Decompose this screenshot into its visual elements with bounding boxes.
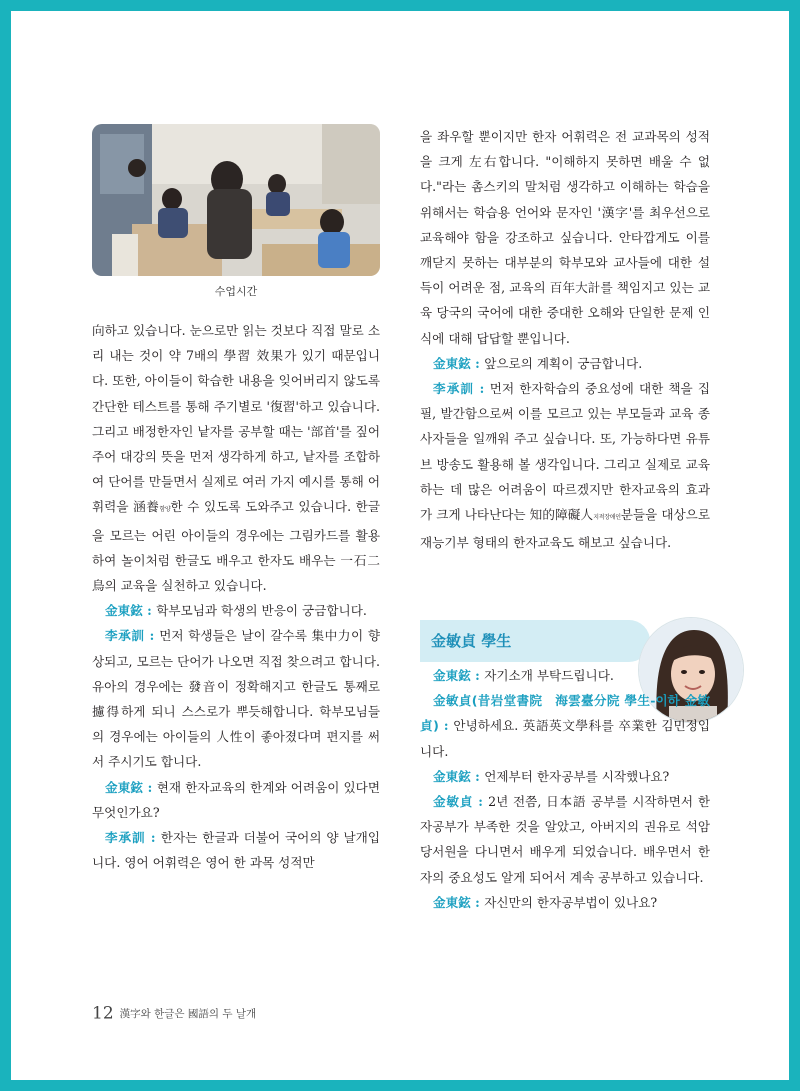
classroom-photo [92,124,380,276]
qa-item: 李承訓 : 한자는 한글과 더불어 국어의 양 날개입니다. 영어 어휘력은 영어 한 과목 성적만 [92,830,381,871]
qa-item: 金敏貞(昔岩堂書院 海雲臺分院 學生-이하 金敏貞) : 안녕하세요. 英語英文學科를 卒業한 김민정입니다. [420,693,710,759]
qa-item: 金東鉉 : 자신만의 한자공부법이 있나요? [433,894,658,910]
speaker-label: 李承訓 [105,830,146,846]
speaker-label: 金東鉉 [433,355,471,371]
qa-item: 李承訓 : 먼저 한자학습의 중요성에 대한 책을 집필, 발간함으로써 이를 모르고 있는 부모들과 교육 종사자들을 일깨워 주고 싶습니다. 또, 가능하다면 유튜브 방송도 활용해 볼 생각입니다. 그리고 실제로 교육하는 데 많은 어려움이 따르겠지만 한자교육의 효과가 크게 나타난다는 知的障礙人지적장애인분들을 대상으로 재능기부 형태의 한자교육도 해보고 싶습니다. [420,381,711,551]
left-column [92,318,380,875]
photo-caption: 수업시간 [214,285,258,298]
qa-item: 金東鉉 : 학부모님과 학생의 반응이 궁금합니다. [105,603,367,619]
speaker-label: 金敏貞 [433,794,474,810]
footer-title: 漢字와 한글은 國語의 두 날개 [119,1008,257,1020]
speaker-label: 金東鉉 [433,668,471,683]
profile-title: 金敏貞 學生 [431,632,512,650]
qa-item: 金東鉉 : 현재 한자교육의 한계와 어려움이 있다면 무엇인가요? [92,779,381,820]
qa-item: 金東鉉 : 앞으로의 계획이 궁금합니다. [433,355,643,371]
speaker-label: 李承訓 [433,381,475,397]
speaker-label: 李承訓 [105,628,145,644]
qa-item: 李承訓 : 먼저 학생들은 날이 갈수록 集中力이 향상되고, 모르는 단어가 나오면 직접 찾으려고 합니다. 유아의 경우에는 發音이 정확해지고 한글도 통째로 攄得하게 되니 스스로가 뿌듯해합니다. 학부모님들의 경우에는 아이들의 人性이 좋아졌다며 편지를 써서 주시기도 합니다. [92,628,380,770]
qa-item: 金敏貞 : 2년 전쯤, 日本語 공부를 시작하면서 한자공부가 부족한 것을 알았고, 아버지의 권유로 석암당서원을 다니면서 배우게 되었습니다. 배우면서 한자의 중요성도 알게 되어서 계속 공부하고 있습니다. [420,794,711,885]
speaker-label: 金東鉉 [105,603,143,619]
speaker-label: 金東鉉 [433,894,471,910]
speaker-label: 金東鉉 [105,779,144,795]
speaker-label: 金敏貞(昔岩堂書院 海雲臺分院 學生-이하 金敏貞) [420,693,710,734]
qa-item: 金東鉉 : 언제부터 한자공부를 시작했나요? [433,768,670,784]
qa-item: 金東鉉 : 자기소개 부탁드립니다. [433,668,614,683]
speaker-label: 金東鉉 [433,768,471,784]
right-paragraph: 을 좌우할 뿐이지만 한자 어휘력은 전 교과목의 성적을 크게 左右합니다. "이해하지 못하면 배울 수 없다."라는 촘스키의 말처럼 생각하고 이해하는 학습을 위해서는 학습용 언어와 문자인 '漢字'를 최우선으로 교육해야 함을 강조하고 싶습니다. 안타깝게도 이를 깨닫지 못하는 대부분의 학부모와 교사들에 대한 설득이 어려운 점, 교육의 百年大計를 책임지고 있는 교육 당국의 국어에 대한 중대한 오해와 단일한 문제 인식에 대해 답답할 뿐입니다. [420,129,710,346]
page-number: 12 [92,1003,114,1024]
left-paragraph: 向하고 있습니다. 눈으로만 읽는 것보다 직접 말로 소리 내는 것이 약 7배의 學習 效果가 있기 때문입니다. 또한, 아이들이 학습한 내용을 잊어버리지 않도록 간단한 테스트를 통해 주기별로 '復習'하고 있습니다. 그리고 배정한자인 낱자를 공부할 때는 '部首'를 짚어주어 대강의 뜻을 먼저 생각하게 하고, 낱자를 조합하여 단어를 만들면서 실제로 여러 가지 예시를 통해 어휘력을 涵養함양한 수 있도록 도와주고 있습니다. 한글을 모르는 어린 아이들의 경우에는 그림카드를 활용하여 놀이처럼 한글도 배우고 한자도 배우는 一石二鳥의 교육을 실천하고 있습니다. [92,323,381,594]
page-footer [92,1003,256,1024]
profile-interview [420,663,710,915]
right-column [420,124,710,555]
